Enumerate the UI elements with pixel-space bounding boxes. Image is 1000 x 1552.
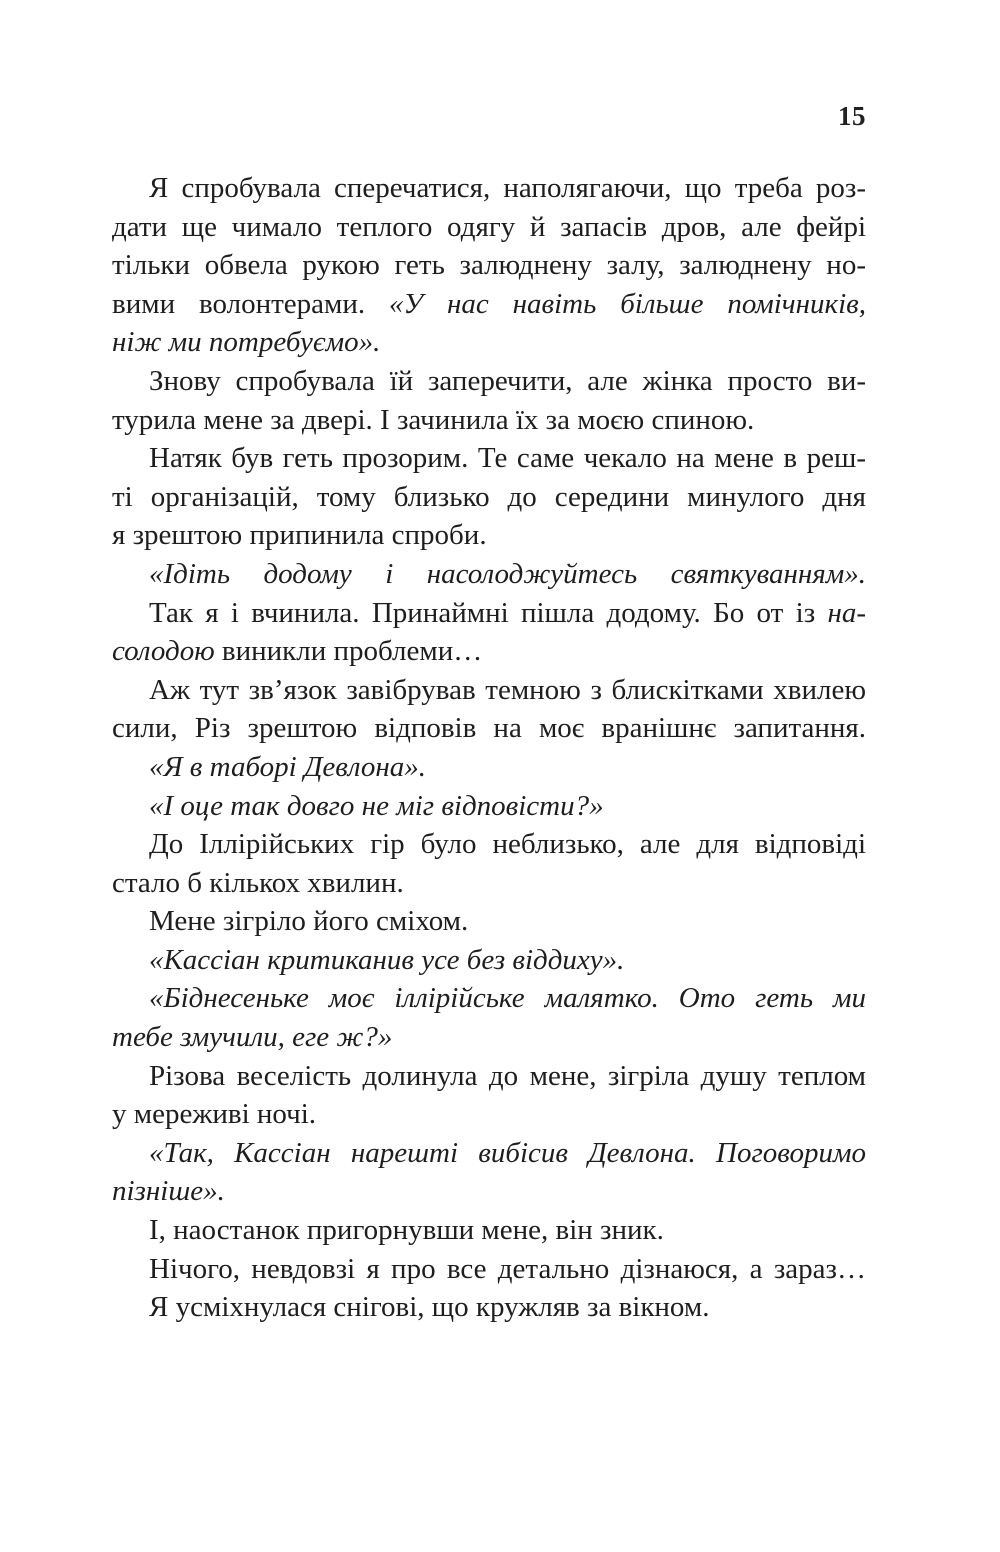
page-number: 15 — [838, 101, 866, 131]
text-line — [112, 748, 866, 787]
italic-text-segment: «Кассіан критиканив усе без віддиху». — [149, 943, 625, 976]
text-line — [112, 285, 866, 324]
text-line — [112, 208, 866, 247]
text-segment: Я спробувала сперечатися, наполягаючи, що треба роз- — [149, 172, 866, 204]
text-line — [112, 825, 866, 864]
italic-text-segment: на- — [827, 596, 866, 629]
text-line — [112, 323, 866, 362]
italic-text-segment: «У нас навіть більше помічників, — [389, 287, 866, 320]
text-segment: ті організацій, тому близько до середини минулого дня — [112, 480, 866, 513]
italic-text-segment: «Ідіть додому і насолоджуйтесь святкуванням». — [149, 557, 866, 590]
italic-text-segment: «Біднесеньке моє іллірійське малятко. Ото геть ми — [149, 982, 866, 1015]
text-line — [112, 169, 866, 208]
text-line — [112, 1057, 866, 1096]
text-segment: у мереживі ночі. — [112, 1098, 317, 1131]
text-line — [112, 401, 866, 440]
text-segment: вими волонтерами. — [112, 287, 390, 320]
text-line — [112, 671, 866, 710]
text-line — [112, 1095, 866, 1134]
text-segment: Різова веселість долинула до мене, зігріла душу теплом — [149, 1059, 866, 1092]
text-line — [112, 516, 866, 555]
text-line — [112, 478, 866, 517]
text-segment: Нічого, невдовзі я про все детально дізнаюся, а зараз… — [149, 1252, 866, 1285]
text-block — [112, 169, 866, 1327]
italic-text-segment: тебе змучили, еге ж?» — [112, 1021, 393, 1054]
text-segment: я зрештою припинила спроби. — [112, 519, 487, 552]
text-line — [112, 902, 866, 941]
italic-text-segment: «І оце так довго не міг відповісти?» — [149, 789, 604, 822]
text-line — [112, 362, 866, 401]
text-segment: тільки обвела рукою геть залюднену залу, залюднену но- — [112, 249, 866, 282]
text-line — [112, 941, 866, 980]
text-segment: Натяк був геть прозорим. Те саме чекало на мене в реш- — [149, 442, 866, 475]
text-line — [112, 1134, 866, 1173]
italic-text-segment: ніж ми потребуємо». — [112, 326, 381, 359]
italic-text-segment: пізніше». — [112, 1175, 225, 1208]
text-segment: дати ще чимало теплого одягу й запасів дров, але фейрі — [112, 210, 866, 243]
text-segment: Так я і вчинила. Принаймні пішла додому. Бо от із — [149, 596, 828, 629]
text-line — [112, 1288, 866, 1327]
text-segment: Мене зігріло його сміхом. — [149, 905, 469, 938]
text-segment: І, наостанок пригорнувши мене, він зник. — [149, 1214, 664, 1247]
text-segment: турила мене за двері. І зачинила їх за моєю спиною. — [112, 403, 755, 436]
italic-text-segment: солодою — [112, 635, 215, 668]
text-line — [112, 246, 866, 285]
text-line — [112, 864, 866, 903]
text-line — [112, 594, 866, 633]
text-line — [112, 439, 866, 478]
italic-text-segment: «Я в таборі Девлона». — [149, 750, 427, 783]
text-segment: виникли проблеми… — [214, 635, 483, 668]
text-line — [112, 1172, 866, 1211]
text-segment: До Іллірійських гір було неблизько, але для відповіді — [149, 828, 866, 861]
text-segment: Аж тут зв’язок завібрував темною з блискітками хвилею — [149, 673, 866, 706]
text-line — [112, 1250, 866, 1289]
text-segment: стало б кількох хвилин. — [112, 866, 404, 899]
text-segment: Знову спробувала їй заперечити, але жінка просто ви- — [149, 364, 866, 397]
text-line — [112, 709, 866, 748]
text-line — [112, 1018, 866, 1057]
text-line — [112, 1211, 866, 1250]
text-segment: сили, Різ зрештою відповів на моє вранішнє запитання. — [112, 712, 866, 745]
text-line — [112, 555, 866, 594]
italic-text-segment: «Так, Кассіан нарешті вибісив Девлона. Поговоримо — [149, 1136, 866, 1169]
text-line — [112, 632, 866, 671]
text-line — [112, 979, 866, 1018]
text-segment: Я усміхнулася снігові, що кружляв за вікном. — [149, 1291, 710, 1324]
text-line — [112, 787, 866, 826]
